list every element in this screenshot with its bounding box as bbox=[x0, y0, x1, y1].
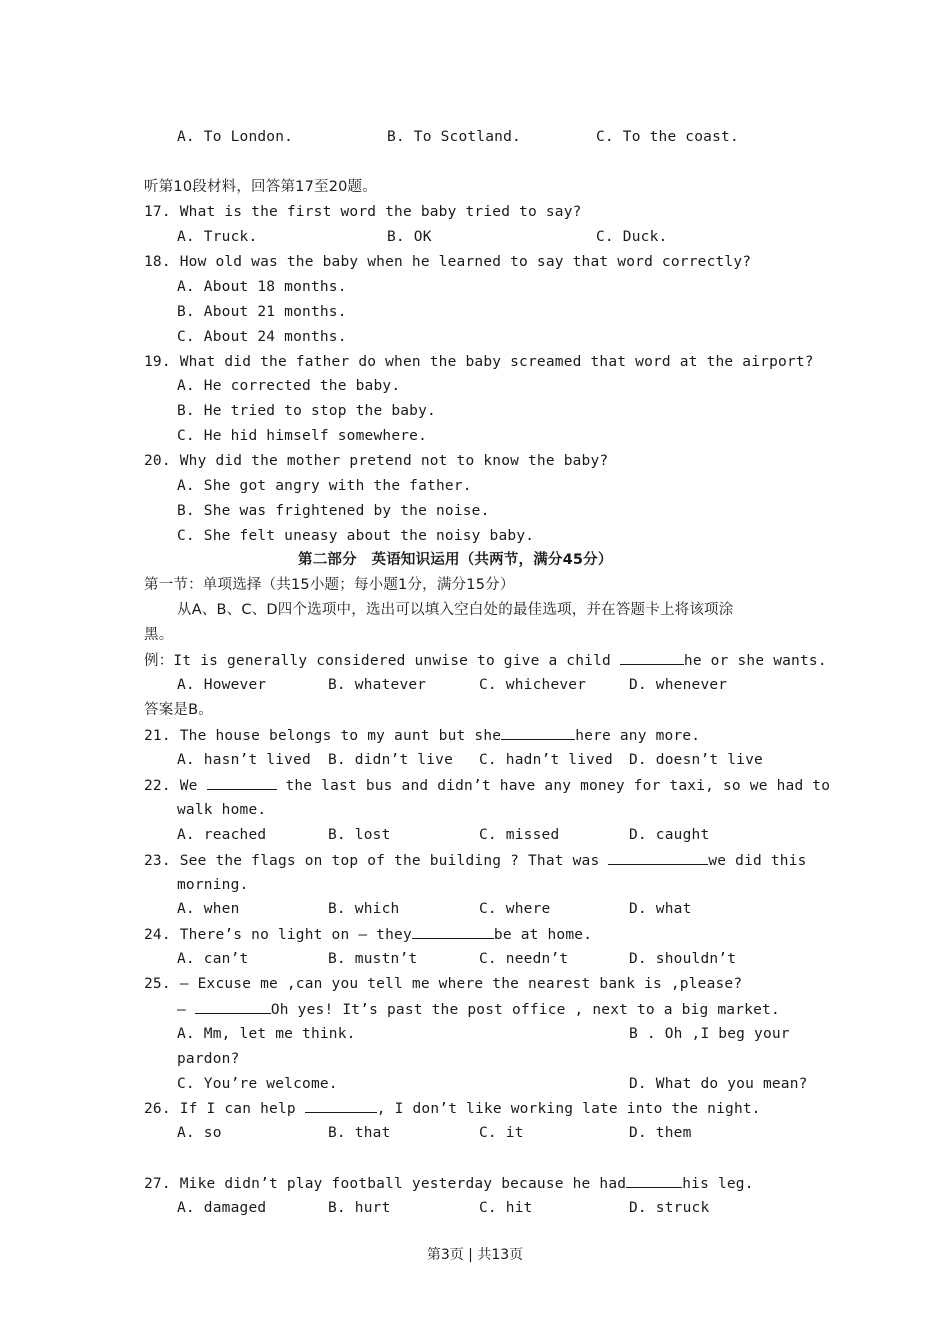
q22-stem: 22. We the last bus and didn’t have any money for taxi, so we had to bbox=[144, 775, 830, 796]
q25-option-c: C. You’re welcome. bbox=[177, 1076, 338, 1092]
q23-option-d: D. what bbox=[629, 901, 692, 917]
answer-blank bbox=[207, 775, 277, 790]
q20-stem: 20. Why did the mother pretend not to know the baby? bbox=[144, 453, 609, 469]
q26-stem: 26. If I can help , I don’t like working late into the night. bbox=[144, 1098, 761, 1119]
example-option-d: D. whenever bbox=[629, 677, 728, 693]
example-stem: 例：It is generally considered unwise to give a child he or she wants. bbox=[144, 650, 827, 671]
q21-option-c: C. hadn’t lived bbox=[479, 752, 613, 768]
q26-option-a: A. so bbox=[177, 1125, 222, 1141]
q24-option-b: B. mustn’t bbox=[328, 951, 418, 967]
q21-option-d: D. doesn’t live bbox=[629, 752, 763, 768]
q18-option-b: B. About 21 months. bbox=[177, 304, 347, 320]
q16-option-c: C. To the coast. bbox=[596, 129, 739, 145]
q17-option-b: B. OK bbox=[387, 229, 432, 245]
example-option-b: B. whatever bbox=[328, 677, 427, 693]
q27-stem: 27. Mike didn’t play football yesterday because he had his leg. bbox=[144, 1173, 754, 1194]
q16-option-a: A. To London. bbox=[177, 129, 294, 145]
q24-option-d: D. shouldn’t bbox=[629, 951, 737, 967]
q25-option-b: B . Oh ,I beg your bbox=[629, 1026, 790, 1042]
q27-option-c: C. hit bbox=[479, 1200, 533, 1216]
q16-option-b: B. To Scotland. bbox=[387, 129, 521, 145]
q22-option-b: B. lost bbox=[328, 827, 391, 843]
q19-option-a: A. He corrected the baby. bbox=[177, 378, 401, 394]
q27-option-a: A. damaged bbox=[177, 1200, 267, 1216]
q24-option-c: C. needn’t bbox=[479, 951, 569, 967]
q21-option-b: B. didn’t live bbox=[328, 752, 454, 768]
answer-blank bbox=[305, 1098, 377, 1113]
q25-option-a: A. Mm, let me think. bbox=[177, 1026, 356, 1042]
q18-stem: 18. How old was the baby when he learned to say that word correctly? bbox=[144, 254, 752, 270]
answer-blank bbox=[195, 999, 271, 1014]
q22-option-c: C. missed bbox=[479, 827, 560, 843]
example-answer: 答案是B。 bbox=[144, 702, 213, 718]
section1-title: 第一节：单项选择（共15小题；每小题1分，满分15分） bbox=[144, 577, 515, 593]
q24-option-a: A. can’t bbox=[177, 951, 249, 967]
q23-stem-cont: morning. bbox=[177, 877, 249, 893]
example-option-c: C. whichever bbox=[479, 677, 587, 693]
q20-option-c: C. She felt uneasy about the noisy baby. bbox=[177, 528, 535, 544]
q24-stem: 24. There’s no light on — they be at home. bbox=[144, 924, 592, 945]
q25-option-b-cont: pardon? bbox=[177, 1051, 240, 1067]
q23-option-c: C. where bbox=[479, 901, 551, 917]
q22-stem-cont: walk home. bbox=[177, 802, 267, 818]
answer-blank bbox=[626, 1173, 682, 1188]
q25-option-d: D. What do you mean? bbox=[629, 1076, 808, 1092]
q19-stem: 19. What did the father do when the baby screamed that word at the airport? bbox=[144, 354, 814, 370]
answer-blank bbox=[501, 725, 575, 740]
q23-option-a: A. when bbox=[177, 901, 240, 917]
answer-blank bbox=[620, 650, 684, 665]
q23-option-b: B. which bbox=[328, 901, 400, 917]
q27-option-b: B. hurt bbox=[328, 1200, 391, 1216]
part2-title: 第二部分 英语知识运用（共两节，满分45分） bbox=[298, 552, 613, 568]
example-option-a: A. However bbox=[177, 677, 267, 693]
q27-option-d: D. struck bbox=[629, 1200, 710, 1216]
section-intro: 听第10段材料，回答第17至20题。 bbox=[144, 179, 377, 195]
q23-stem: 23. See the flags on top of the building ? That was we did this bbox=[144, 850, 807, 871]
q17-stem: 17. What is the first word the baby tried to say? bbox=[144, 204, 582, 220]
q22-option-a: A. reached bbox=[177, 827, 267, 843]
q21-stem: 21. The house belongs to my aunt but she here any more. bbox=[144, 725, 700, 746]
answer-blank bbox=[608, 850, 708, 865]
q22-option-d: D. caught bbox=[629, 827, 710, 843]
q21-option-a: A. hasn’t lived bbox=[177, 752, 311, 768]
q19-option-c: C. He hid himself somewhere. bbox=[177, 428, 428, 444]
q25-reply: — Oh yes! It’s past the post office , next to a big market. bbox=[177, 999, 780, 1020]
instructions-line1: 从A、B、C、D四个选项中，选出可以填入空白处的最佳选项，并在答题卡上将该项涂 bbox=[177, 602, 734, 618]
page-footer: 第3页 | 共13页 bbox=[426, 1247, 524, 1263]
q17-option-a: A. Truck. bbox=[177, 229, 258, 245]
q26-option-b: B. that bbox=[328, 1125, 391, 1141]
instructions-line2: 黑。 bbox=[144, 627, 174, 643]
q18-option-c: C. About 24 months. bbox=[177, 329, 347, 345]
q20-option-b: B. She was frightened by the noise. bbox=[177, 503, 490, 519]
q17-option-c: C. Duck. bbox=[596, 229, 668, 245]
q25-stem: 25. — Excuse me ,can you tell me where the nearest bank is ,please? bbox=[144, 976, 743, 992]
answer-blank bbox=[412, 924, 494, 939]
q26-option-c: C. it bbox=[479, 1125, 524, 1141]
q26-option-d: D. them bbox=[629, 1125, 692, 1141]
q19-option-b: B. He tried to stop the baby. bbox=[177, 403, 436, 419]
q18-option-a: A. About 18 months. bbox=[177, 279, 347, 295]
q20-option-a: A. She got angry with the father. bbox=[177, 478, 472, 494]
